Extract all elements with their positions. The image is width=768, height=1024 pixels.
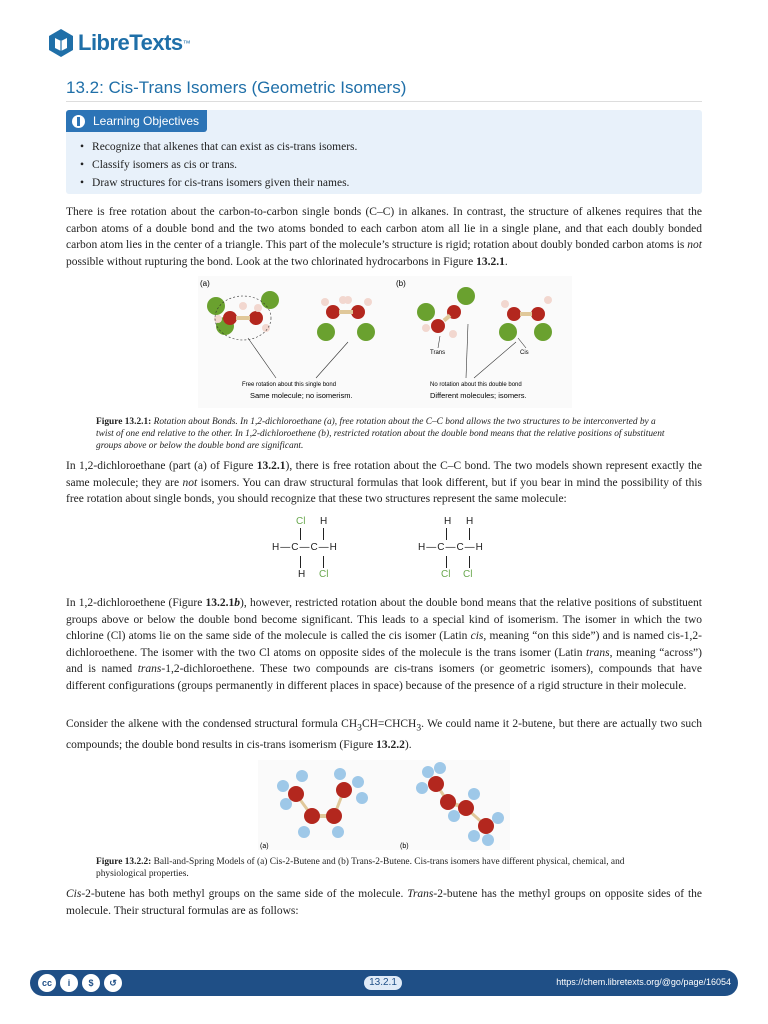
paragraph-dichloroethane: In 1,2-dichloroethane (part (a) of Figure 13.2.1), there is free rotation about the C–C bond. The two models shown represent exactly the same molecule; they are not isomers. You can draw structural formulas that look different, but if you bear in mind the possibility of this free rotation about single bonds, you should recognize that these two structures represent the same molecule:: [66, 460, 702, 505]
sa-icon: ↺: [103, 973, 123, 993]
objective-item: • Draw structures for cis-trans isomers given their names.: [80, 174, 357, 192]
atom-cl: Cl: [463, 569, 473, 580]
objective-item: • Classify isomers as cis or trans.: [80, 156, 357, 174]
figure-butene-models: [258, 760, 510, 850]
fig2-label-a: (a): [260, 843, 269, 850]
carbon-chain: H—C—C—H: [418, 542, 484, 553]
paragraph-butene: Consider the alkene with the condensed structural formula $CH_3CH=CHCH_3$. We could name it 2-butene, but there are actually two such compounds; the double bond results in cis-trans isomerism (Figure 13.2.2).: [66, 718, 702, 751]
atom-cl: Cl: [296, 516, 306, 527]
cc-icon: cc: [37, 973, 57, 993]
logo-trademark: ™: [182, 38, 191, 48]
fig1-cap-b-small: No rotation about this double bond: [430, 382, 522, 388]
figure-1-caption: [96, 416, 672, 452]
atom-cl: Cl: [441, 569, 451, 580]
atom-h: H: [320, 516, 328, 527]
fig1-label-a: (a): [200, 279, 210, 288]
libretexts-logo[interactable]: [48, 28, 191, 58]
fig1-cis-label: Cis: [520, 350, 529, 356]
logo-text: LibreTexts: [78, 30, 183, 55]
structural-formula-left: [272, 516, 356, 582]
atom-h: H: [466, 516, 474, 527]
by-icon: i: [59, 973, 79, 993]
learning-objectives-title: Learning Objectives: [93, 114, 200, 128]
fig1-cap-a: Same molecule; no isomerism.: [250, 391, 353, 400]
fig1-cap-a-small: Free rotation about this single bond: [242, 382, 337, 388]
page-title: 13.2: Cis-Trans Isomers (Geometric Isomers): [66, 78, 407, 97]
learning-objectives-header: [66, 110, 207, 132]
learning-objectives-list: [80, 138, 357, 192]
figure-1-caption-text: Rotation about Bonds. In 1,2-dichloroethane (a), free rotation about the C–C bond allows the two structures to be interconverted by a twist of one end relative to the other. In 1,2-dichloroethene (b), restricted rotation about the double bond means that the relative positions of substituent groups above or below the double bond are significant.: [96, 417, 665, 451]
structural-formula-right: [418, 516, 502, 582]
license-badge[interactable]: [37, 973, 125, 993]
figure-2-caption-text: Ball-and-Spring Models of (a) Cis-2-Butene and (b) Trans-2-Butene. Cis-trans isomers have different physical, chemical, and physiological properties.: [96, 857, 625, 879]
fig2-label-b: (b): [400, 843, 409, 850]
atom-h: H: [444, 516, 452, 527]
paragraph-intro: There is free rotation about the carbon-to-carbon single bonds (C–C) in alkanes. In contrast, the structure of alkenes requires that the carbon atoms of a double bond and the two atoms bonded to each carbon atom all lie in a single plane, and that each doubly bonded carbon atom lies in the center of a triangle. This part of the molecule’s structure is rigid; rotation about doubly bonded carbon atoms is not possible without rupturing the bond. Look at the two chlorinated hydrocarbons in Figure 13.2.1.: [66, 206, 702, 268]
paragraph-dichloroethene: In 1,2-dichloroethene (Figure 13.2.1b), however, restricted rotation about the double bond means that the relative positions of substituent groups above or below the double bond become significant. This leads to a special kind of isomerism. The isomer in which the two chlorine (Cl) atoms lie on the same side of the molecule is called the cis isomer (Latin cis, meaning “on this side”) and is named cis-1,2-dichloroethene. The isomer with the two Cl atoms on opposite sides of the molecule is the trans isomer (Latin trans, meaning “across”) and is named trans-1,2-dichloroethene. These two compounds are cis-trans isomers (or geometric isomers), compounds that have different configurations (groups permanently in different places in space) because of the presence of a rigid structure in their molecule.: [66, 597, 703, 692]
libretexts-logo-icon: [48, 28, 74, 58]
paragraph-cis-trans-butene: Cis-2-butene has both methyl groups on the same side of the molecule. Trans-2-butene has the methyl groups on opposite sides of the molecule. Their structural formulas are as follows:: [66, 888, 702, 917]
title-divider: [66, 101, 702, 102]
fig1-cap-b: Different molecules; isomers.: [430, 391, 527, 400]
objective-item: • Recognize that alkenes that can exist as cis-trans isomers.: [80, 138, 357, 156]
page-url-link[interactable]: https://chem.libretexts.org/@go/page/16054: [556, 977, 731, 987]
info-icon: [72, 115, 85, 128]
atom-h: H: [298, 569, 306, 580]
figure-rotation-about-bonds: [198, 276, 572, 408]
figure-1-caption-label: Figure 13.2.1:: [96, 417, 152, 427]
atom-cl: Cl: [319, 569, 329, 580]
page-number: 13.2.1: [364, 976, 402, 990]
fig1-label-b: (b): [396, 279, 406, 288]
figure-2-caption: [96, 856, 672, 880]
fig1-trans-label: Trans: [430, 350, 446, 356]
nc-icon: $: [81, 973, 101, 993]
carbon-chain: H—C—C—H: [272, 542, 338, 553]
figure-2-caption-label: Figure 13.2.2:: [96, 857, 152, 867]
